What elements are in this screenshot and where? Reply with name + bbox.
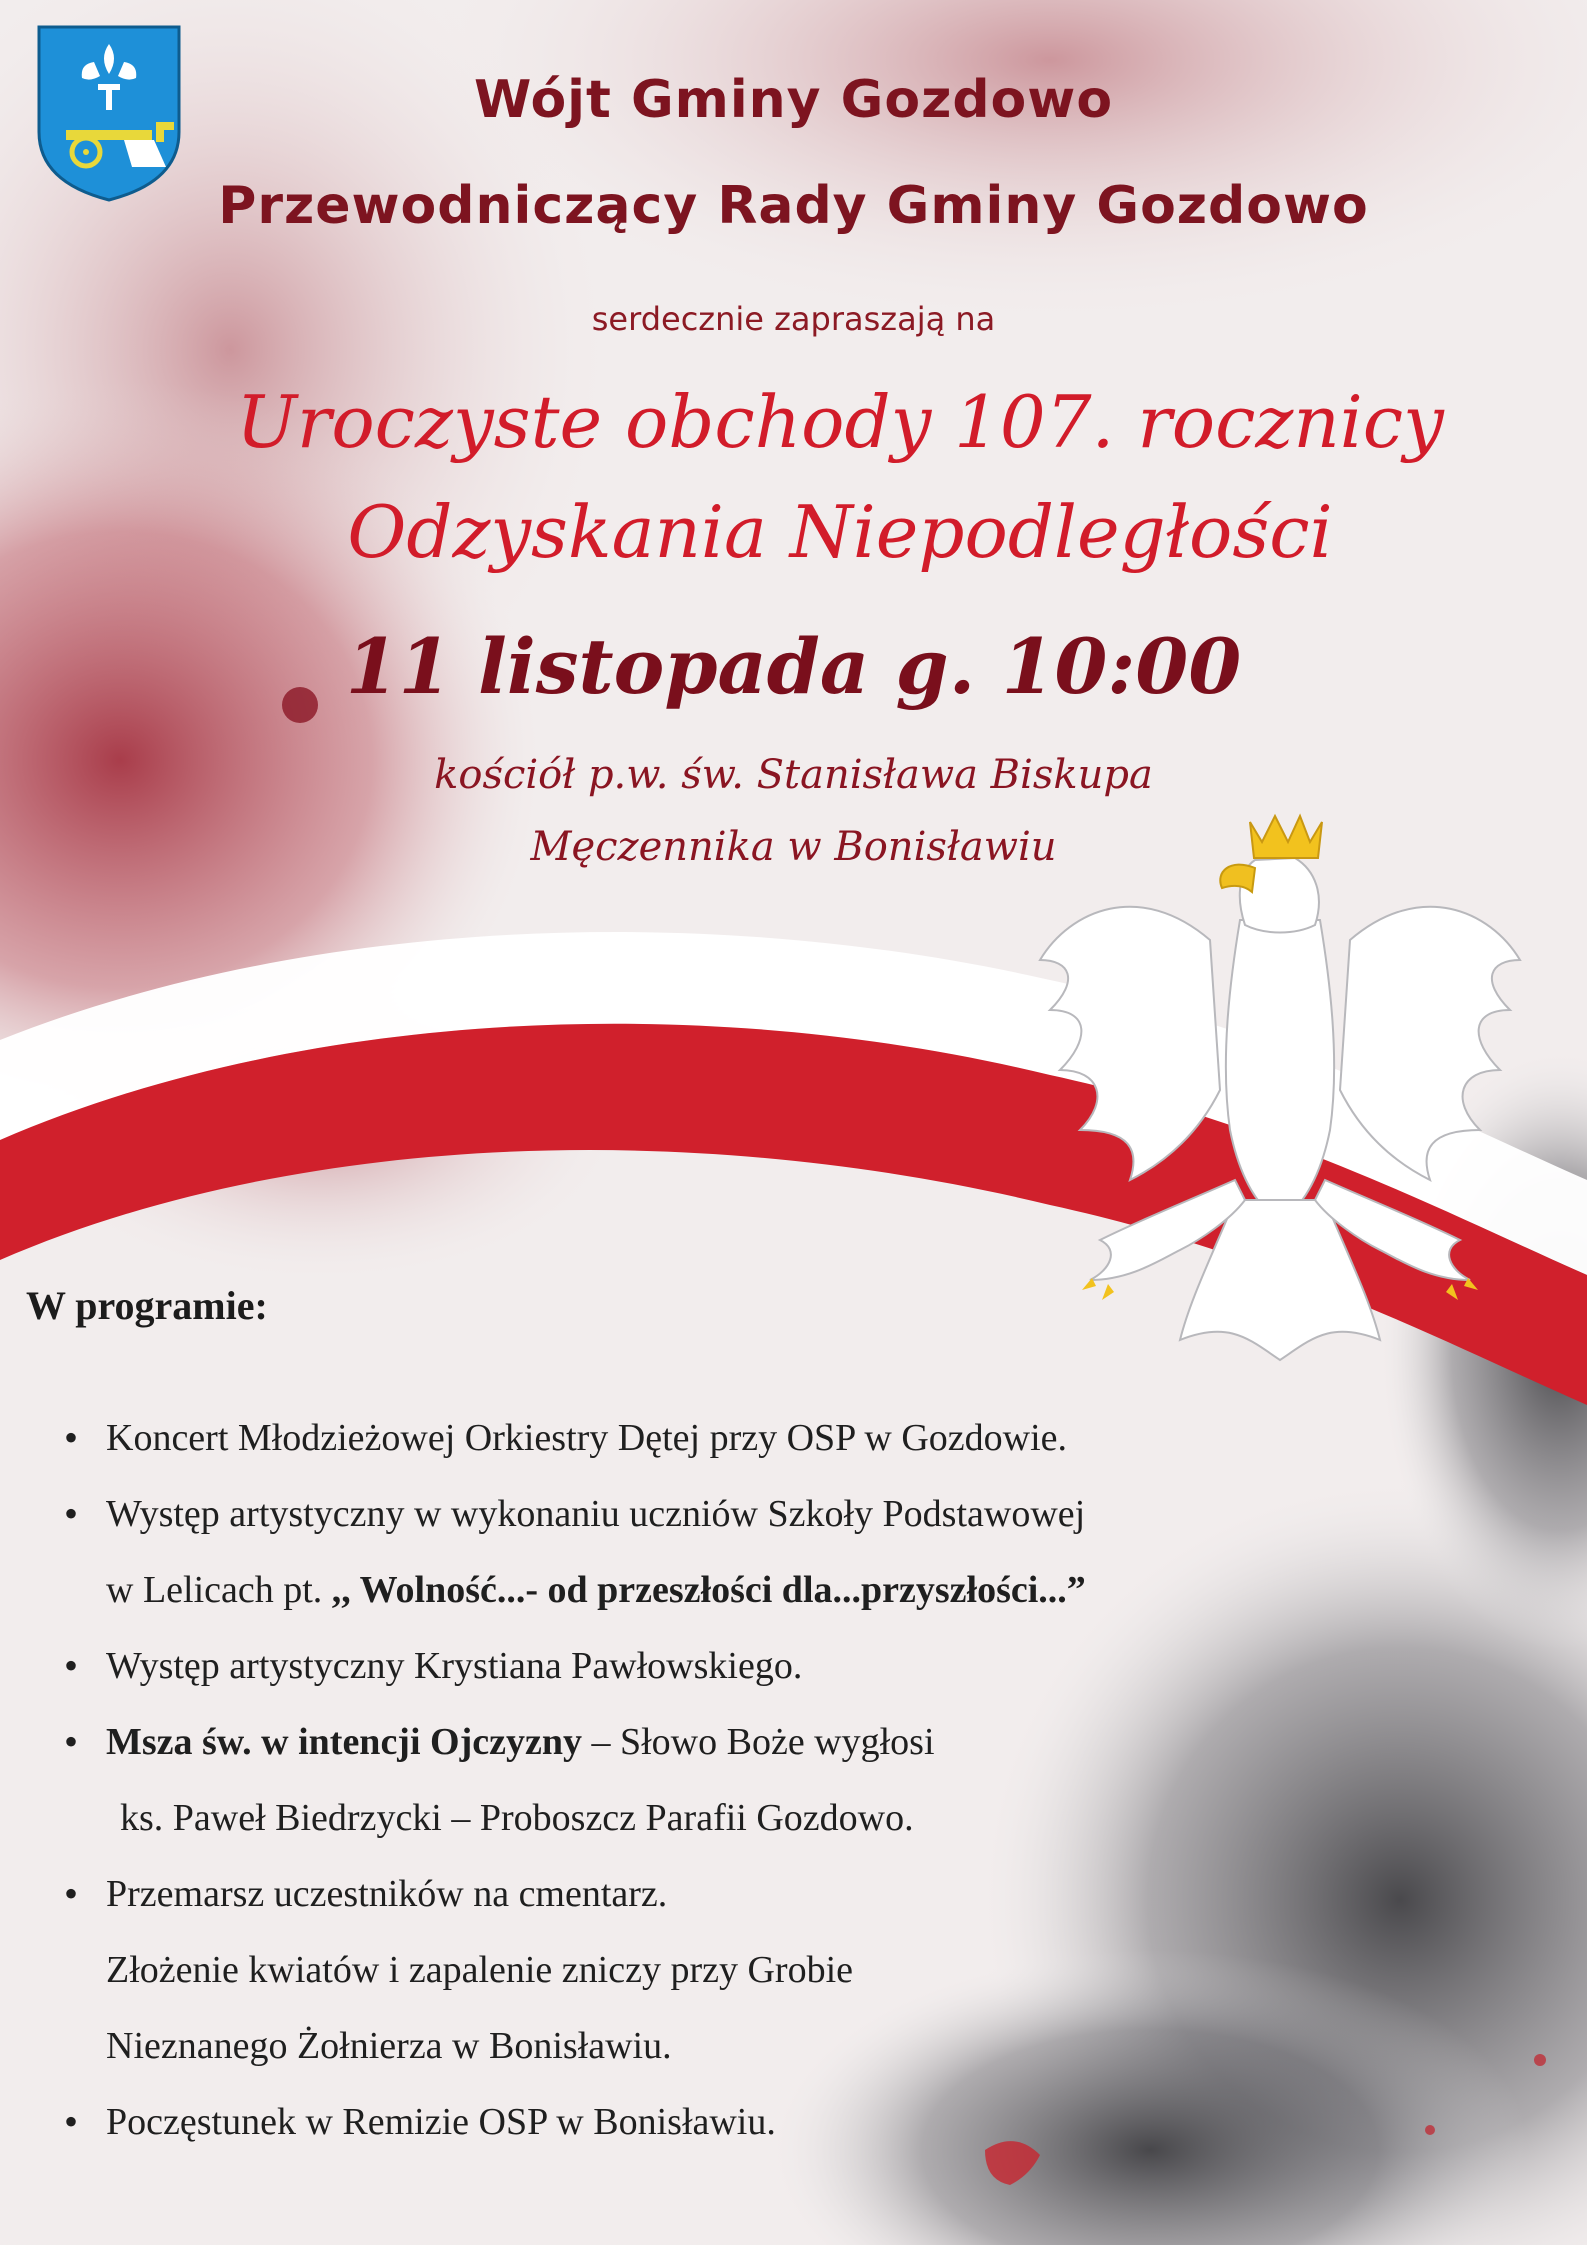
- programme-item-text: Złożenie kwiatów i zapalenie zniczy przy Grobie: [106, 1949, 853, 1991]
- white-eagle-emblem-icon: [1030, 800, 1530, 1370]
- programme-list: [64, 1400, 1544, 2160]
- programme-item-mass: [64, 1704, 1544, 1856]
- programme-item-artist-performance: [64, 1628, 1544, 1704]
- invitation-text: serdecznie zapraszają na: [591, 300, 996, 338]
- programme-item-text: • Poczęstunek w Remizie OSP w Bonisławiu.: [106, 2101, 776, 2143]
- header-council-chair: Przewodniczący Rady Gminy Gozdowo: [218, 176, 1369, 236]
- programme-item-refreshments: [64, 2084, 1544, 2160]
- programme-item-text: – Słowo Boże wygłosi: [581, 1721, 935, 1763]
- programme-item-school-performance: [64, 1476, 1544, 1628]
- programme-heading: W programie:: [26, 1283, 268, 1328]
- event-place-line2: Męczennika w Bonisławiu: [530, 824, 1057, 870]
- programme-item-march: [64, 1856, 1544, 2084]
- programme-item-concert: [64, 1400, 1544, 1476]
- event-title-line2: Odzyskania Niepodległości: [347, 490, 1333, 574]
- event-date-time: 11 listopada g. 10:00: [345, 622, 1242, 711]
- programme-item-continuation: [106, 1552, 1544, 1628]
- programme-item-text: • Koncert Młodzieżowej Orkiestry Dętej przy OSP w Gozdowie.: [106, 1417, 1068, 1459]
- mass-title: Msza św. w intencji Ojczyzny: [106, 1721, 582, 1763]
- programme-item-continuation: [106, 1704, 1544, 1780]
- event-place-line1: kościół p.w. św. Stanisława Biskupa: [434, 752, 1153, 798]
- programme-item-text: • Przemarsz uczestników na cmentarz.: [106, 1873, 668, 1915]
- programme-item-text: ks. Paweł Biedrzycki – Proboszcz Parafii Gozdowo.: [120, 1797, 914, 1839]
- programme-item-text: w Lelicach pt.: [106, 1569, 332, 1611]
- programme-item-text: • Występ artystyczny Krystiana Pawłowskiego.: [106, 1645, 803, 1687]
- event-title-line1: Uroczyste obchody 107. rocznicy: [236, 380, 1444, 464]
- programme-item-text: • Występ artystyczny w wykonaniu uczniów Szkoły Podstawowej: [106, 1493, 1086, 1535]
- programme-item-text: Nieznanego Żołnierza w Bonisławiu.: [106, 2025, 672, 2067]
- performance-title: ,, Wolność...- od przeszłości dla...przyszłości...”: [331, 1569, 1086, 1611]
- header-wojt: Wójt Gminy Gozdowo: [473, 70, 1114, 130]
